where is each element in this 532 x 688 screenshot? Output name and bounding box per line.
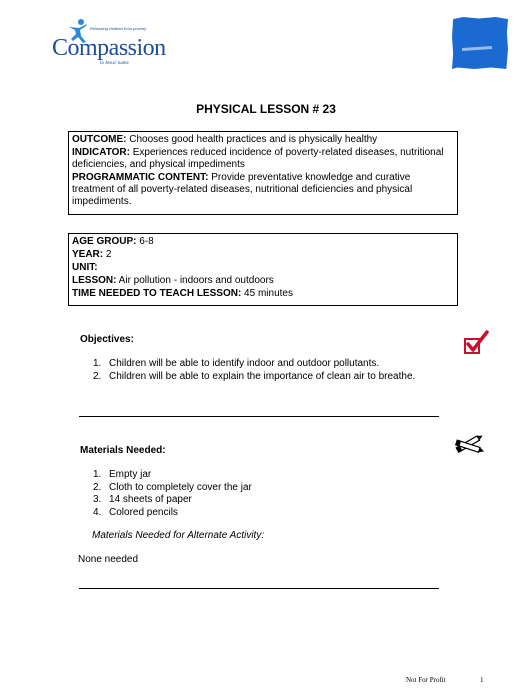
list-text: 14 sheets of paper	[109, 494, 192, 505]
objectives-heading: Objectives:	[80, 334, 134, 345]
alternate-materials-text: None needed	[78, 554, 139, 565]
list-number: 2.	[93, 370, 102, 382]
list-item	[78, 358, 415, 371]
compassion-logo	[52, 18, 164, 70]
programmatic-line	[72, 172, 453, 208]
time-line	[72, 288, 453, 300]
outcome-text: Chooses good health practices and is physically healthy	[126, 134, 378, 145]
divider-rule	[79, 416, 439, 417]
materials-heading: Materials Needed:	[80, 445, 166, 456]
unit-line	[72, 262, 453, 274]
list-text: Children will be able to identify indoor and outdoor pollutants.	[109, 358, 380, 369]
list-item	[78, 507, 252, 520]
outcome-box	[68, 131, 458, 215]
outcome-line	[72, 134, 453, 146]
programmatic-text: Provide preventative knowledge and curative treatment of all poverty-related diseases, nutritional deficiencies and physical impediments.	[72, 172, 413, 207]
list-text: Children will be able to explain the importance of clean air to breathe.	[109, 370, 416, 382]
lesson-value: Air pollution - indoors and outdoors	[116, 275, 274, 286]
list-item	[78, 371, 415, 384]
logo-subtitle: in Jesus' name	[100, 61, 129, 66]
age-group-line	[72, 236, 453, 248]
lesson-line	[72, 275, 453, 287]
year-line	[72, 249, 453, 261]
alternate-materials-heading: Materials Needed for Alternate Activity:	[92, 530, 265, 541]
list-number: 1.	[93, 469, 102, 480]
materials-list	[78, 469, 252, 519]
time-value: 45 minutes	[241, 288, 293, 299]
year-value: 2	[103, 249, 112, 260]
outcome-label: OUTCOME:	[72, 134, 127, 145]
list-item	[78, 469, 252, 482]
indicator-line	[72, 147, 453, 171]
page-title: PHYSICAL LESSON # 23	[196, 102, 336, 116]
logo-tagline: Releasing children from poverty	[90, 26, 147, 31]
list-item	[78, 482, 252, 495]
divider-rule	[79, 588, 439, 589]
lesson-info-box	[68, 233, 458, 306]
objectives-list	[78, 358, 415, 383]
list-item	[78, 494, 252, 507]
page-number: 1	[480, 676, 484, 684]
crossed-pencils-icon	[452, 432, 486, 456]
year-label: YEAR:	[72, 249, 104, 260]
lesson-label: LESSON:	[72, 275, 117, 286]
checkbox-check-icon	[463, 330, 489, 356]
list-text: Colored pencils	[109, 506, 178, 518]
list-number: 3.	[93, 494, 102, 505]
indicator-text: Experiences reduced incidence of poverty-related diseases, nutritional deficiencies, and physical impediments	[72, 147, 444, 170]
programmatic-label: PROGRAMMATIC CONTENT:	[72, 172, 209, 183]
list-text: Empty jar	[109, 469, 152, 480]
time-label: TIME NEEDED TO TEACH LESSON:	[72, 288, 242, 299]
footer-label: Not For Profit	[406, 676, 446, 684]
age-group-label: AGE GROUP:	[72, 236, 137, 247]
list-number: 2.	[93, 481, 102, 493]
unit-label: UNIT:	[72, 262, 98, 273]
indicator-label: INDICATOR:	[72, 147, 130, 158]
list-number: 1.	[93, 358, 102, 369]
logo-wordmark: Compassion	[52, 35, 166, 61]
list-number: 4.	[93, 506, 102, 518]
stamp-streak	[462, 46, 492, 51]
blue-stamp-mark	[452, 17, 508, 69]
age-group-value: 6-8	[136, 236, 154, 247]
list-text: Cloth to completely cover the jar	[109, 481, 252, 493]
